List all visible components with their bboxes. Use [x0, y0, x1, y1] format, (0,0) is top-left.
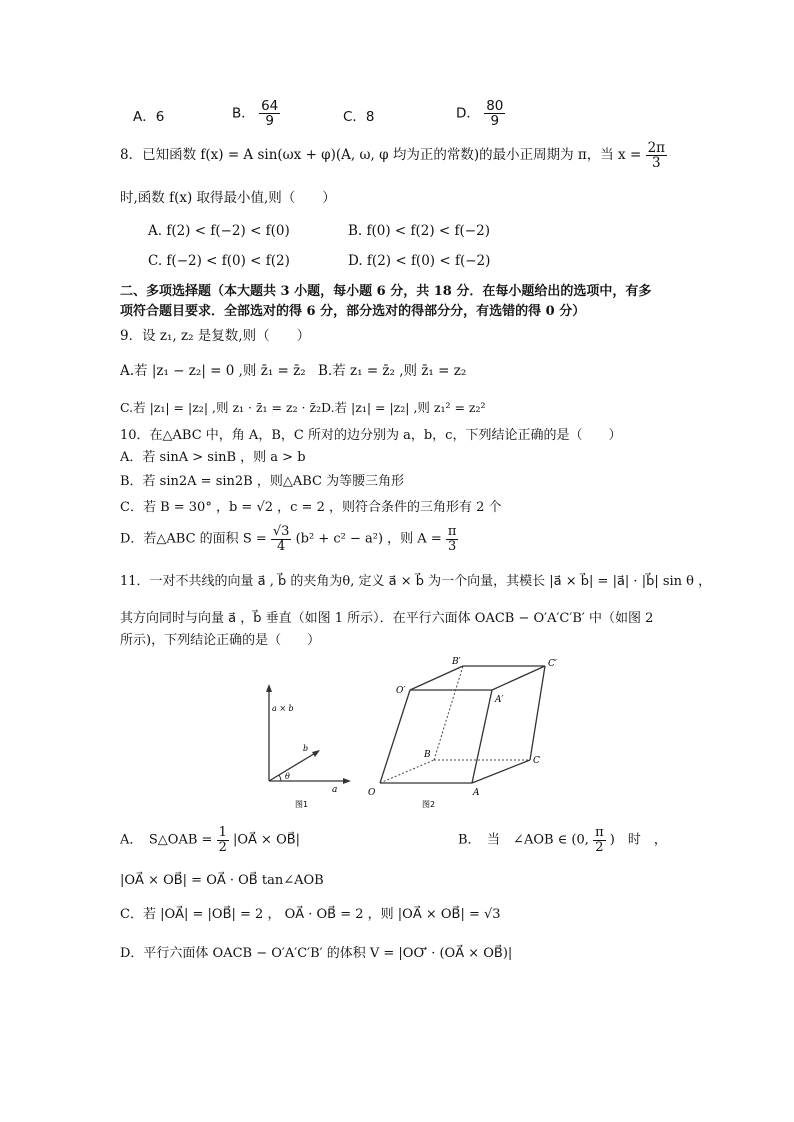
q10-option-b: B．若 sin2A = sin2B ，则△ABC 为等腰三角形 [120, 474, 405, 489]
fraction-denominator: 3 [652, 155, 661, 172]
q8-option-c: C. f(−2) < f(0) < f(2) [148, 253, 290, 269]
fraction-numerator: 64 [261, 98, 279, 114]
theta-arc [279, 775, 281, 781]
fraction-numerator: π [595, 825, 604, 840]
label-B: B [424, 750, 431, 760]
q9-option-b: B.若 z₁ = z̄₂ ,则 z̄₁ = z₂ [318, 363, 467, 379]
figure-1-vector-diagram [255, 680, 355, 810]
fraction-numerator: √3 [272, 524, 290, 539]
q10-option-d-text: D．若△ABC 的面积 S = [120, 531, 267, 547]
fraction-denominator: 3 [447, 538, 457, 554]
hidden-edge-BB-prime [434, 666, 463, 760]
q11-option-d: D．平行六面体 OACB − O′A′C′B′ 的体积 V = |OO′⃗ · (OA⃗ × OB⃗)| [120, 946, 513, 961]
q7-option-c: C．8 [343, 109, 375, 125]
q9-stem: 9．设 z₁, z₂ 是复数,则（ ） [120, 328, 311, 344]
q11-option-a-fraction [217, 826, 229, 854]
section-heading-line-1: 二、多项选择题（本大题共 3 小题，每小题 6 分，共 18 分．在每小题给出的选项中，有多 [120, 284, 652, 299]
q11-option-a-text-2: |OA⃗ × OB⃗| [232, 832, 301, 848]
q9-option-c: C.若 |z₁| = |z₂| ,则 z₁ · z̄₁ = z₂ · z̄₂ [120, 400, 322, 415]
edge-CC-prime [530, 666, 545, 760]
q11-option-b-fraction [593, 826, 606, 854]
label-C-prime: C′ [548, 659, 557, 669]
q10-option-c: C．若 B = 30° ，b = √2 ，c = 2 ，则符合条件的三角形有 2 个 [120, 500, 502, 515]
edge-OO-prime [380, 690, 410, 783]
q7-option-a: A．6 [133, 109, 165, 125]
fraction-numerator: 80 [486, 98, 504, 114]
arrow-right-icon [343, 778, 351, 784]
q11-stem-line-3: 所示)，下列结论正确的是（ ） [120, 633, 321, 648]
q10-angle-fraction [446, 525, 459, 553]
q9-option-d: D.若 |z₁| = |z₂| ,则 z₁² = z₂² [321, 400, 486, 415]
q7-option-d-label: D． [456, 105, 480, 122]
q10-option-d-text-2: (b² + c² − a²) ，则 A = [295, 531, 442, 547]
fraction-denominator: 9 [490, 113, 500, 130]
fraction-denominator: 2 [218, 839, 227, 855]
figure-1-label-axb: a × b [272, 704, 294, 713]
edge-A-prime-C-prime [492, 666, 545, 690]
q7-option-d [456, 99, 505, 128]
fraction-numerator: 2π [647, 140, 666, 156]
q11-option-b [458, 826, 667, 854]
q8-x-fraction [646, 141, 667, 170]
vector-b-line [269, 752, 317, 781]
fraction-numerator: 1 [218, 825, 227, 840]
figure-1-caption: 图1 [295, 800, 309, 809]
label-C: C [533, 756, 540, 766]
q8-option-a: A. f(2) < f(−2) < f(0) [148, 223, 290, 239]
label-O-prime: O′ [396, 686, 406, 696]
fraction-denominator: 2 [595, 839, 604, 855]
q10-area-fraction [271, 525, 292, 553]
q7-option-d-fraction [484, 99, 505, 128]
q11-option-b-text: B． 当 ∠AOB ∈ (0, [458, 832, 589, 848]
q7-option-b-label: B． [232, 105, 255, 122]
edge-AC [472, 760, 530, 783]
q11-stem-line-2: 其方向同时与向量 a⃗ ，b⃗ 垂直（如图 1 所示）．在平行六面体 OACB − O′A′C′B′ 中（如图 2 [120, 611, 654, 626]
q11-option-b-text-2: ) 时 ， [609, 832, 667, 848]
q10-option-a: A．若 sinA > sinB ，则 a > b [120, 450, 306, 465]
q7-option-b-fraction [259, 99, 280, 128]
q8-stem-text: 8．已知函数 f(x) = A sin(ωx + φ)(A, ω, φ 均为正的常数)的最小正周期为 π，当 x = [120, 147, 642, 164]
section-heading-line-2: 项符合题目要求．全部选对的得 6 分，部分选对的得部分分，有选错的得 0 分） [120, 304, 586, 319]
label-O: O [368, 788, 376, 798]
q11-option-a-text: A． S△OAB = [120, 832, 213, 848]
fraction-denominator: 9 [265, 113, 274, 130]
hidden-edge-OB [380, 760, 434, 783]
fraction-numerator: π [447, 524, 457, 539]
q9-option-a: A.若 |z₁ − z₂| = 0 ,则 z̄₁ = z̄₂ [120, 363, 306, 379]
q11-option-a [120, 826, 300, 854]
figure-2-parallelepiped [360, 652, 560, 812]
label-A-prime: A′ [495, 695, 504, 705]
arrow-up-icon [266, 684, 272, 692]
q11-stem-line-1: 11．一对不共线的向量 a⃗ , b⃗ 的夹角为θ, 定义 a⃗ × b⃗ 为一个向量，其模长 |a⃗ × b⃗| = |a⃗| · |b⃗| sin θ ， [120, 574, 712, 589]
edge-O-prime-B-prime [410, 666, 463, 690]
q8-option-b: B. f(0) < f(2) < f(−2) [348, 223, 490, 239]
figure-1-label-theta: θ [285, 772, 290, 781]
q8-stem-continued: 时,函数 f(x) 取得最小值,则（ ） [120, 190, 336, 206]
arrow-diagonal-icon [312, 750, 320, 757]
q10-stem: 10．在△ABC 中，角 A，B，C 所对的边分别为 a，b，c，下列结论正确的是（ ） [120, 428, 622, 443]
figure-1-label-b: b [303, 744, 309, 753]
q10-option-d [120, 525, 458, 553]
q11-option-b-continued: |OA⃗ × OB⃗| = OA⃗ · OB⃗ tan∠AOB [120, 873, 324, 888]
q8-option-d: D. f(2) < f(0) < f(−2) [348, 253, 491, 269]
fraction-denominator: 4 [277, 538, 286, 554]
q7-option-b [232, 99, 280, 128]
figure-2-caption: 图2 [422, 800, 436, 809]
edge-AA-prime [472, 690, 492, 783]
figure-1-label-a: a [332, 785, 338, 795]
label-A: A [473, 788, 480, 798]
label-B-prime: B′ [452, 657, 461, 667]
q11-option-c: C．若 |OA⃗| = |OB⃗| = 2 ， OA⃗ · OB⃗ = 2 ，则 |OA⃗ × OB⃗| = √3 [120, 907, 501, 922]
q8-stem [120, 141, 667, 170]
